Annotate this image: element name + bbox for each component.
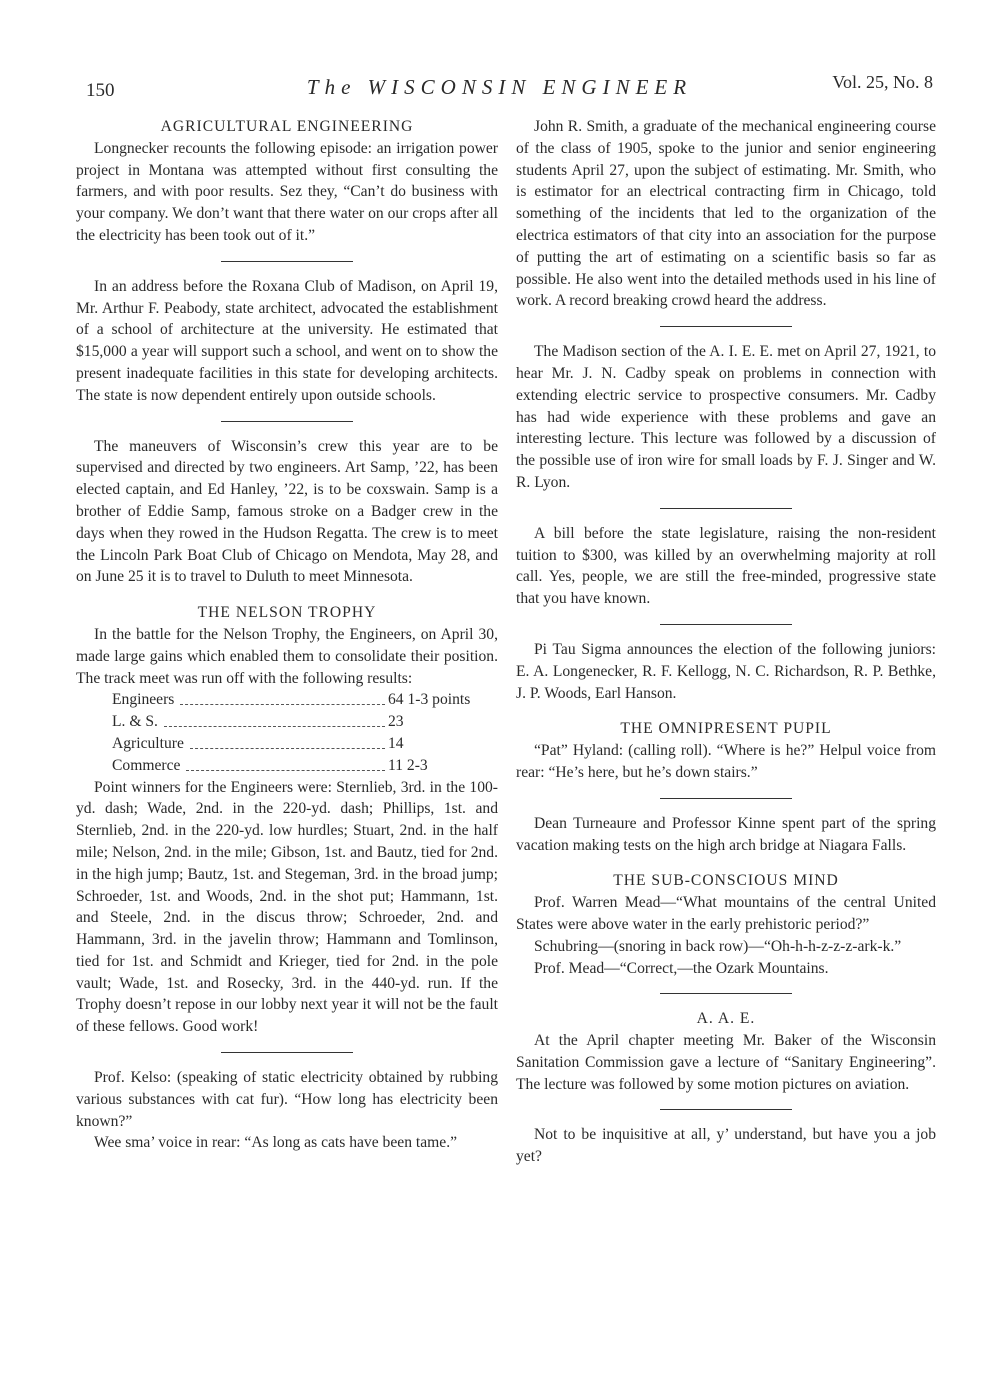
team-score: 11 2-3 — [388, 756, 428, 774]
mead-reply: Prof. Mead—“Correct,—the Ozark Mountains. — [534, 959, 829, 977]
agricultural-engineering-paragraph: Longnecker recounts the following episode: an irrigation power project in Montana was attempted without first consulting the farmers, and with poor results. Sez they, “Can’t do business with your company. We don’t want that there water on our crops after all the electricity has been took out of it.” — [76, 139, 498, 244]
divider-rule — [221, 1052, 353, 1053]
team-name: Engineers — [112, 691, 175, 709]
team-name: Agriculture — [112, 734, 184, 752]
team-score: 23 — [388, 713, 404, 731]
leader-dots — [180, 689, 385, 705]
omnipresent-pupil-paragraph: “Pat” Hyland: (calling roll). “Where is he?” Helpul voice from rear: “He’s here, but he’s down stairs.” — [516, 742, 936, 781]
pi-tau-sigma-paragraph: Pi Tau Sigma announces the election of the following juniors: E. A. Longenecker, R. F. Kellogg, N. C. Richardson, R. P. Bethke, J. P. Woods, Earl Hanson. — [516, 640, 936, 702]
tuition-paragraph: A bill before the state legislature, raising the non-resident tuition to $300, was killed by an overwhelming majority at roll call. Yes, people, we are still the free-minded, progressive state that you have known. — [516, 524, 936, 608]
divider-rule — [660, 993, 792, 994]
divider-rule — [660, 1109, 792, 1110]
schubring-answer: Schubring—(snoring in back row)—“Oh-h-h-z-z-z-ark-k.” — [534, 937, 902, 955]
running-header — [0, 72, 999, 102]
divider-rule — [221, 421, 353, 422]
john-smith-paragraph: John R. Smith, a graduate of the mechanical engineering course of the class of 1905, spoke to the junior and senior engineering students April 27, upon the subject of estimating. Mr. Smith, who is estimator for an electrical contracting firm in Chicago, told something of the incidents that led to the organization of the electrica estimators of that city into an association for the purpose of putting the art of estimating on a scientific basis so far as possible. He also went into the detailed methods used in his line of work. A record breaking crowd heard the address. — [516, 118, 936, 310]
crew-paragraph: The maneuvers of Wisconsin’s crew this year are to be supervised and directed by two engineers. Art Samp, ’22, has been elected captain, and Ed Hanley, ’22, is to be coxswain. Samp is a brother of Eddie Samp, famous stroke on a Badger crew in the days when they rowed in the Hudson Regatta. The crew is to meet the Lincoln Park Boat Club of Chicago on Mendota, May 28, and on June 25 it is to travel to Duluth to meet Minnesota. — [76, 437, 498, 586]
journal-title: The WISCONSIN ENGINEER — [306, 75, 693, 99]
omnipresent-pupil-heading: THE OMNIPRESENT PUPIL — [620, 720, 832, 738]
kelso-reply: Wee sma’ voice in rear: “As long as cats have been tame.” — [94, 1134, 458, 1152]
volume-number: Vol. 25, No. 8 — [832, 72, 933, 92]
result-row — [112, 733, 484, 755]
team-name: Commerce — [112, 756, 181, 774]
job-question-paragraph: Not to be inquisitive at all, y’ understand, but have you a job yet? — [516, 1126, 936, 1166]
sub-conscious-mind-heading: THE SUB-CONSCIOUS MIND — [613, 872, 839, 890]
divider-rule — [660, 326, 792, 327]
kelso-paragraph: Prof. Kelso: (speaking of static electricity obtained by rubbing various substances with cat fur). “How long has electricity been known?” — [76, 1069, 498, 1130]
roxana-club-paragraph: In an address before the Roxana Club of Madison, on April 19, Mr. Arthur F. Peabody, state architect, advocated the establishment of a school of architecture at the university. He estimated that $15,000 a year will support such a school, and went on to show the present inadequate facilities in this state for developing architects. The state is now dependent entirely upon outside schools. — [76, 277, 498, 404]
dean-turneaure-paragraph: Dean Turneaure and Professor Kinne spent part of the spring vacation making tests on the high arch bridge at Niagara Falls. — [516, 814, 936, 854]
mead-question: Prof. Warren Mead—“What mountains of the central United States were above water in the early prehistoric period?” — [516, 894, 936, 933]
team-name: L. & S. — [112, 713, 158, 731]
divider-rule — [660, 624, 792, 625]
result-row — [112, 755, 484, 777]
team-score: 14 — [388, 734, 404, 752]
aae-paragraph: At the April chapter meeting Mr. Baker of the Wisconsin Sanitation Commission gave a lecture of “Sanitary Engineering”. The lecture was followed by some motion pictures on aviation. — [516, 1032, 936, 1093]
leader-dots — [190, 733, 385, 749]
aiee-paragraph: The Madison section of the A. I. E. E. met on April 27, 1921, to hear Mr. J. N. Cadby speak on problems in connection with extending electric service to prospective consumers. Mr. Cadby has had wide experience with these problems and gave an interesting lecture. This lecture was followed by a discussion of the possible use of iron wire for small loads by F. J. Singer and W. R. Lyon. — [516, 343, 936, 491]
page-number: 150 — [86, 80, 115, 101]
point-winners-paragraph: Point winners for the Engineers were: Sternlieb, 3rd. in the 100-yd. dash; Wade, 2nd. in the 220-yd. dash; Phillips, 1st. and Sternlieb, 2nd. in the 220-yd. low hurdles; Stuart, 2nd. in the half mile; Nelson, 2nd. in the mile; Gibson, 1st. and Bautz, tied for 2nd. in the high jump; Bautz, 1st. and Stegeman, 3rd. in the broad jump; Schroeder, 1st. and Woods, 2nd. in the shot put; Hammann, 1st. and Steele, 2nd. in the discus throw; Schroeder, 2nd. and Hammann, 3rd. in the javelin throw; Hammann and Tomlinson, tied for 1st. and Schmidt and Krieger, tied for 2nd. in the pole vault; Wade, 1st. and Rosecky, 3rd. in the 440-yd. run. If the Trophy doesn’t repose in our lobby next year it will not be the fault of these fellows. Good work! — [76, 778, 498, 1036]
result-row — [112, 711, 484, 733]
leader-dots — [186, 755, 385, 771]
divider-rule — [660, 798, 792, 799]
left-column — [76, 116, 498, 1154]
result-row — [112, 689, 484, 711]
results-list — [76, 689, 498, 776]
team-score: 64 1-3 points — [388, 691, 471, 709]
divider-rule — [660, 508, 792, 509]
divider-rule — [221, 261, 353, 262]
agricultural-engineering-heading: AGRICULTURAL ENGINEERING — [160, 118, 414, 135]
leader-dots — [164, 711, 385, 727]
aae-heading: A. A. E. — [696, 1010, 756, 1028]
nelson-trophy-intro: In the battle for the Nelson Trophy, the Engineers, on April 30, made large gains which enabled them to consolidate their position. The track meet was run off with the following results: — [76, 625, 498, 687]
nelson-trophy-heading: THE NELSON TROPHY — [197, 604, 377, 622]
right-column — [516, 116, 936, 1168]
